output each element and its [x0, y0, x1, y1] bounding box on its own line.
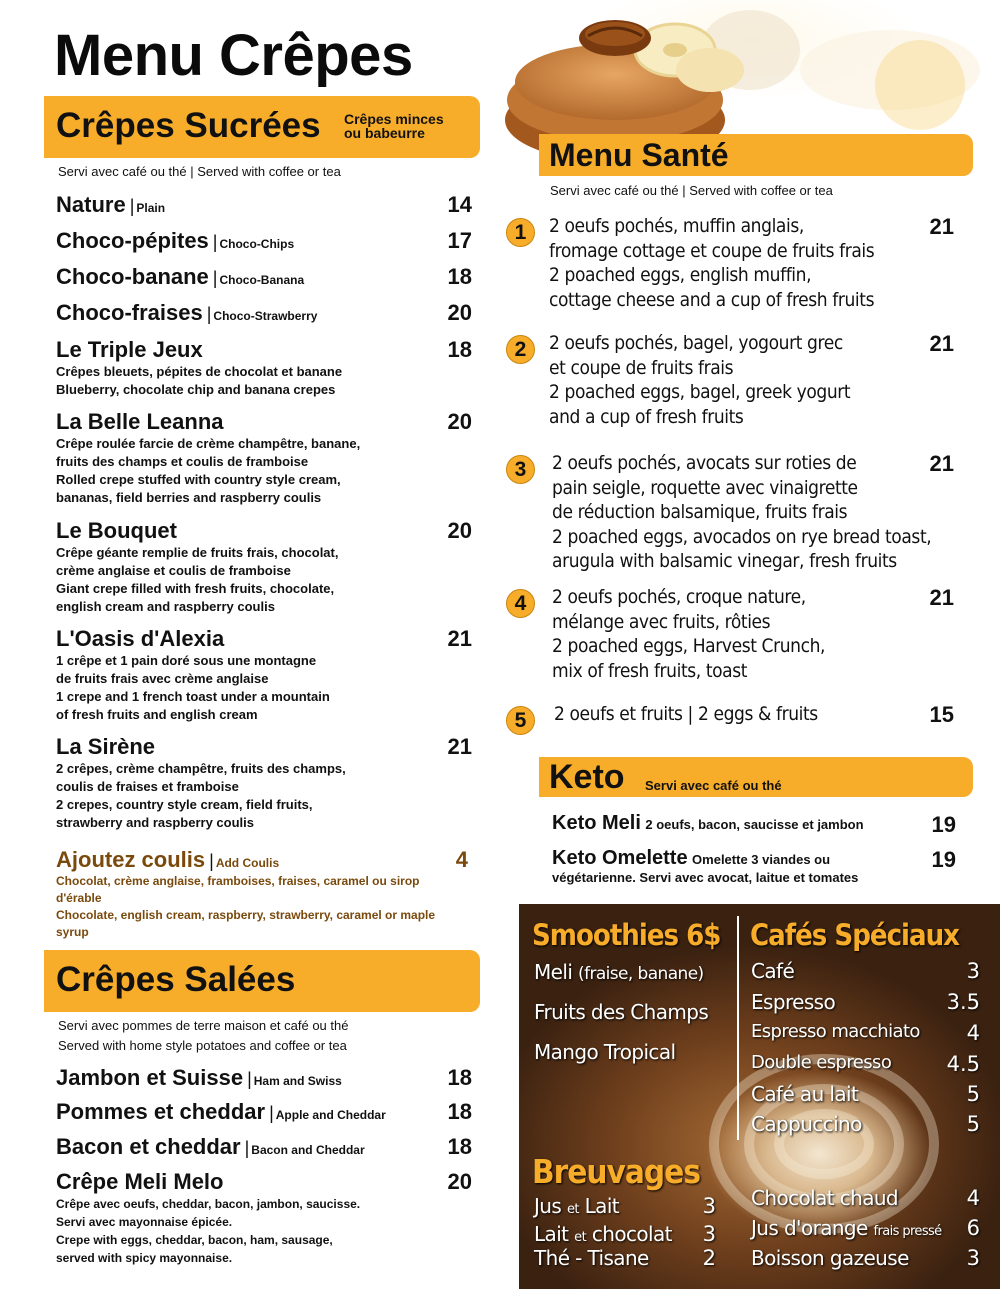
- breuvage-price: 3: [702, 1194, 716, 1218]
- sante-item: 4 2 oeufs pochés, croque nature, mélange avec fruits, rôties 2 poached eggs, Harvest Crunch, mix of fresh fruits, toast 21: [506, 585, 958, 685]
- menu-item: Nature | Plain 14: [56, 192, 472, 217]
- sante-item: 3 2 oeufs pochés, avocats sur roties de pain seigle, roquette avec vinaigrette de réduction balsamique, fruits frais 2 poached eggs, avocados on rye bread toast, arugula with balsamic vinegar, fresh fruits 21: [506, 451, 958, 576]
- sante-banner: [539, 134, 973, 176]
- item-desc: Crêpes bleuets, pépites de chocolat et banane Blueberry, chocolate chip and banana crepes: [56, 364, 343, 397]
- menu-item: Choco-banane | Choco-Banana 18: [56, 264, 472, 289]
- item-price: 4: [455, 847, 468, 872]
- cafe-price: 5: [966, 1082, 980, 1106]
- item-price: 15: [929, 702, 954, 727]
- item-price: 18: [447, 1134, 472, 1159]
- cafe-price: 4: [966, 1021, 980, 1045]
- cafes-title: Cafés Spéciaux: [750, 918, 959, 952]
- breuvages-title: Breuvages: [532, 1152, 701, 1191]
- breuvage-price: 3: [966, 1246, 980, 1270]
- item-price: 21: [929, 451, 954, 476]
- menu-item: Le Triple Jeux 18 Crêpes bleuets, pépites de chocolat et banane Blueberry, chocolate chip and banana crepes: [56, 337, 472, 397]
- cafe-item: Café: [751, 959, 795, 983]
- number-badge: 1: [506, 218, 535, 247]
- breuvage-item: Thé - Tisane: [534, 1246, 649, 1270]
- cafe-item: Double espresso: [751, 1052, 892, 1073]
- item-desc: 1 crêpe et 1 pain doré sous une montagne de fruits frais avec crème anglaise 1 crepe and 1 french toast under a mountain of fresh fruits and english cream: [56, 653, 330, 722]
- breuvage-price: 4: [966, 1186, 980, 1210]
- sante-item: 2 2 oeufs pochés, bagel, yogourt grec et coupe de fruits frais 2 poached eggs, bagel, greek yogurt and a cup of fresh fruits 21: [506, 331, 958, 431]
- item-price: 21: [929, 214, 954, 239]
- number-badge: 5: [506, 706, 535, 735]
- menu-item: Choco-pépites | Choco-Chips 17: [56, 228, 472, 253]
- menu-item: Pommes et cheddar | Apple and Cheddar 18: [56, 1099, 472, 1124]
- item-desc: Crêpe géante remplie de fruits frais, chocolat, crème anglaise et coulis de framboise Giant crepe filled with fresh fruits, chocolate, english cream and raspberry coulis: [56, 545, 339, 614]
- cafe-price: 5: [966, 1112, 980, 1136]
- keto-item: Keto Omelette Omelette 3 viandes ou végétarienne. Servi avec avocat, laitue et tomates 19: [552, 847, 956, 885]
- cafe-item: Espresso: [751, 990, 836, 1014]
- cafe-price: 3.5: [946, 990, 980, 1014]
- divider: [737, 916, 739, 1140]
- breuvage-item: Lait et chocolat: [534, 1222, 672, 1246]
- smoothie-item: Meli (fraise, banane): [534, 960, 704, 984]
- keto-title: Keto: [549, 758, 625, 796]
- item-price: 18: [447, 337, 472, 362]
- page-title: Menu Crêpes: [54, 23, 413, 88]
- item-desc: Crêpe avec oeufs, cheddar, bacon, jambon, saucisse. Servi avec mayonnaise épicée. Crepe with eggs, cheddar, bacon, ham, sausage, served with spicy mayonnaise.: [56, 1197, 361, 1265]
- salees-title: Crêpes Salées: [56, 960, 296, 999]
- menu-item: Bacon et cheddar | Bacon and Cheddar 18: [56, 1134, 472, 1159]
- cafe-item: Espresso macchiato: [751, 1021, 920, 1042]
- sucrees-banner: [44, 96, 480, 158]
- item-price: 21: [447, 626, 472, 651]
- cafe-item: Cappuccino: [751, 1112, 862, 1136]
- sucrees-title: Crêpes Sucrées: [56, 106, 321, 145]
- menu-item: Le Bouquet 20 Crêpe géante remplie de fruits frais, chocolat, crème anglaise et coulis de framboise Giant crepe filled with fresh fruits, chocolate, english cream and raspberry coulis: [56, 518, 472, 614]
- keto-item: Keto Meli 2 oeufs, bacon, saucisse et jambon 19: [552, 812, 956, 837]
- item-desc: 2 crêpes, crème champêtre, fruits des champs, coulis de fraises et framboise 2 crepes, country style cream, field fruits, strawberry and raspberry coulis: [56, 761, 346, 830]
- number-badge: 4: [506, 589, 535, 618]
- item-price: 20: [447, 409, 472, 434]
- item-price: 19: [931, 812, 956, 837]
- breuvage-price: 6: [966, 1216, 980, 1240]
- breuvage-price: 2: [702, 1246, 716, 1270]
- sante-item: 5 2 oeufs et fruits | 2 eggs & fruits 15: [506, 702, 958, 734]
- sante-title: Menu Santé: [549, 137, 729, 173]
- item-price: 21: [929, 585, 954, 610]
- smoothie-item: Fruits des Champs: [534, 1000, 709, 1024]
- menu-item: Crêpe Meli Melo 20 Crêpe avec oeufs, cheddar, bacon, jambon, saucisse. Servi avec mayonnaise épicée. Crepe with eggs, cheddar, bacon, ham, sausage, served with spicy mayonnaise.: [56, 1169, 472, 1265]
- item-desc: Chocolat, crème anglaise, framboises, fraises, caramel ou sirop d'érable Chocolate, english cream, raspberry, strawberry, caramel or maple syrup: [56, 874, 436, 939]
- menu-item: La Belle Leanna 20 Crêpe roulée farcie de crème champêtre, banane, fruits des champs et coulis de framboise Rolled crepe stuffed with country style cream, bananas, field berries and raspberry coulis: [56, 409, 472, 505]
- cafe-price: 4.5: [946, 1052, 980, 1076]
- menu-item: La Sirène 21 2 crêpes, crème champêtre, fruits des champs, coulis de fraises et framboise 2 crepes, country style cream, field fruits, strawberry and raspberry coulis: [56, 734, 472, 830]
- number-badge: 3: [506, 455, 535, 484]
- breuvage-price: 3: [702, 1222, 716, 1246]
- sante-note: Servi avec café ou thé | Served with coffee or tea: [550, 183, 833, 198]
- smoothie-item: Mango Tropical: [534, 1040, 676, 1064]
- item-price: 21: [447, 734, 472, 759]
- salees-note: Servi avec pommes de terre maison et café ou thé Served with home style potatoes and coffee or tea: [58, 1018, 349, 1053]
- cafe-item: Café au lait: [751, 1082, 859, 1106]
- item-price: 20: [447, 518, 472, 543]
- item-price: 18: [447, 1099, 472, 1124]
- item-price: 18: [447, 264, 472, 289]
- sante-item: 1 2 oeufs pochés, muffin anglais, fromage cottage et coupe de fruits frais 2 poached eggs, english muffin, cottage cheese and a cup of fresh fruits 21: [506, 214, 958, 314]
- salees-banner: [44, 950, 480, 1012]
- item-price: 18: [447, 1065, 472, 1090]
- breuvage-item: Jus et Lait: [534, 1194, 620, 1218]
- cafe-price: 3: [966, 959, 980, 983]
- item-price: 20: [447, 1169, 472, 1194]
- item-desc: Crêpe roulée farcie de crème champêtre, banane, fruits des champs et coulis de framboise Rolled crepe stuffed with country style cream, bananas, field berries and raspberry coulis: [56, 436, 361, 505]
- menu-item: L'Oasis d'Alexia 21 1 crêpe et 1 pain doré sous une montagne de fruits frais avec crème anglaise 1 crepe and 1 french toast under a mountain of fresh fruits and english cream: [56, 626, 472, 722]
- menu-item: Choco-fraises | Choco-Strawberry 20: [56, 300, 472, 325]
- smoothies-title: Smoothies 6$: [532, 918, 721, 952]
- item-price: 20: [447, 300, 472, 325]
- addon-coulis: Ajoutez coulis | Add Coulis 4 Chocolat, crème anglaise, framboises, fraises, caramel ou sirop d'érable Chocolate, english cream, raspberry, strawberry, caramel or maple syrup: [56, 847, 468, 939]
- keto-subtitle: Servi avec café ou thé: [645, 778, 782, 793]
- item-price: 21: [929, 331, 954, 356]
- sucrees-note: Servi avec café ou thé | Served with coffee or tea: [58, 164, 341, 179]
- breuvage-item: Jus d'orange frais pressé: [751, 1216, 942, 1240]
- breuvage-item: Chocolat chaud: [751, 1186, 899, 1210]
- item-price: 19: [931, 847, 956, 872]
- sucrees-subtitle: Crêpes minces ou babeurre: [344, 111, 444, 141]
- breuvage-item: Boisson gazeuse: [751, 1246, 909, 1270]
- drinks-panel: [519, 904, 1000, 1289]
- item-price: 17: [447, 228, 472, 253]
- item-price: 14: [447, 192, 472, 217]
- keto-banner: [539, 757, 973, 797]
- number-badge: 2: [506, 335, 535, 364]
- menu-item: Jambon et Suisse | Ham and Swiss 18: [56, 1065, 472, 1090]
